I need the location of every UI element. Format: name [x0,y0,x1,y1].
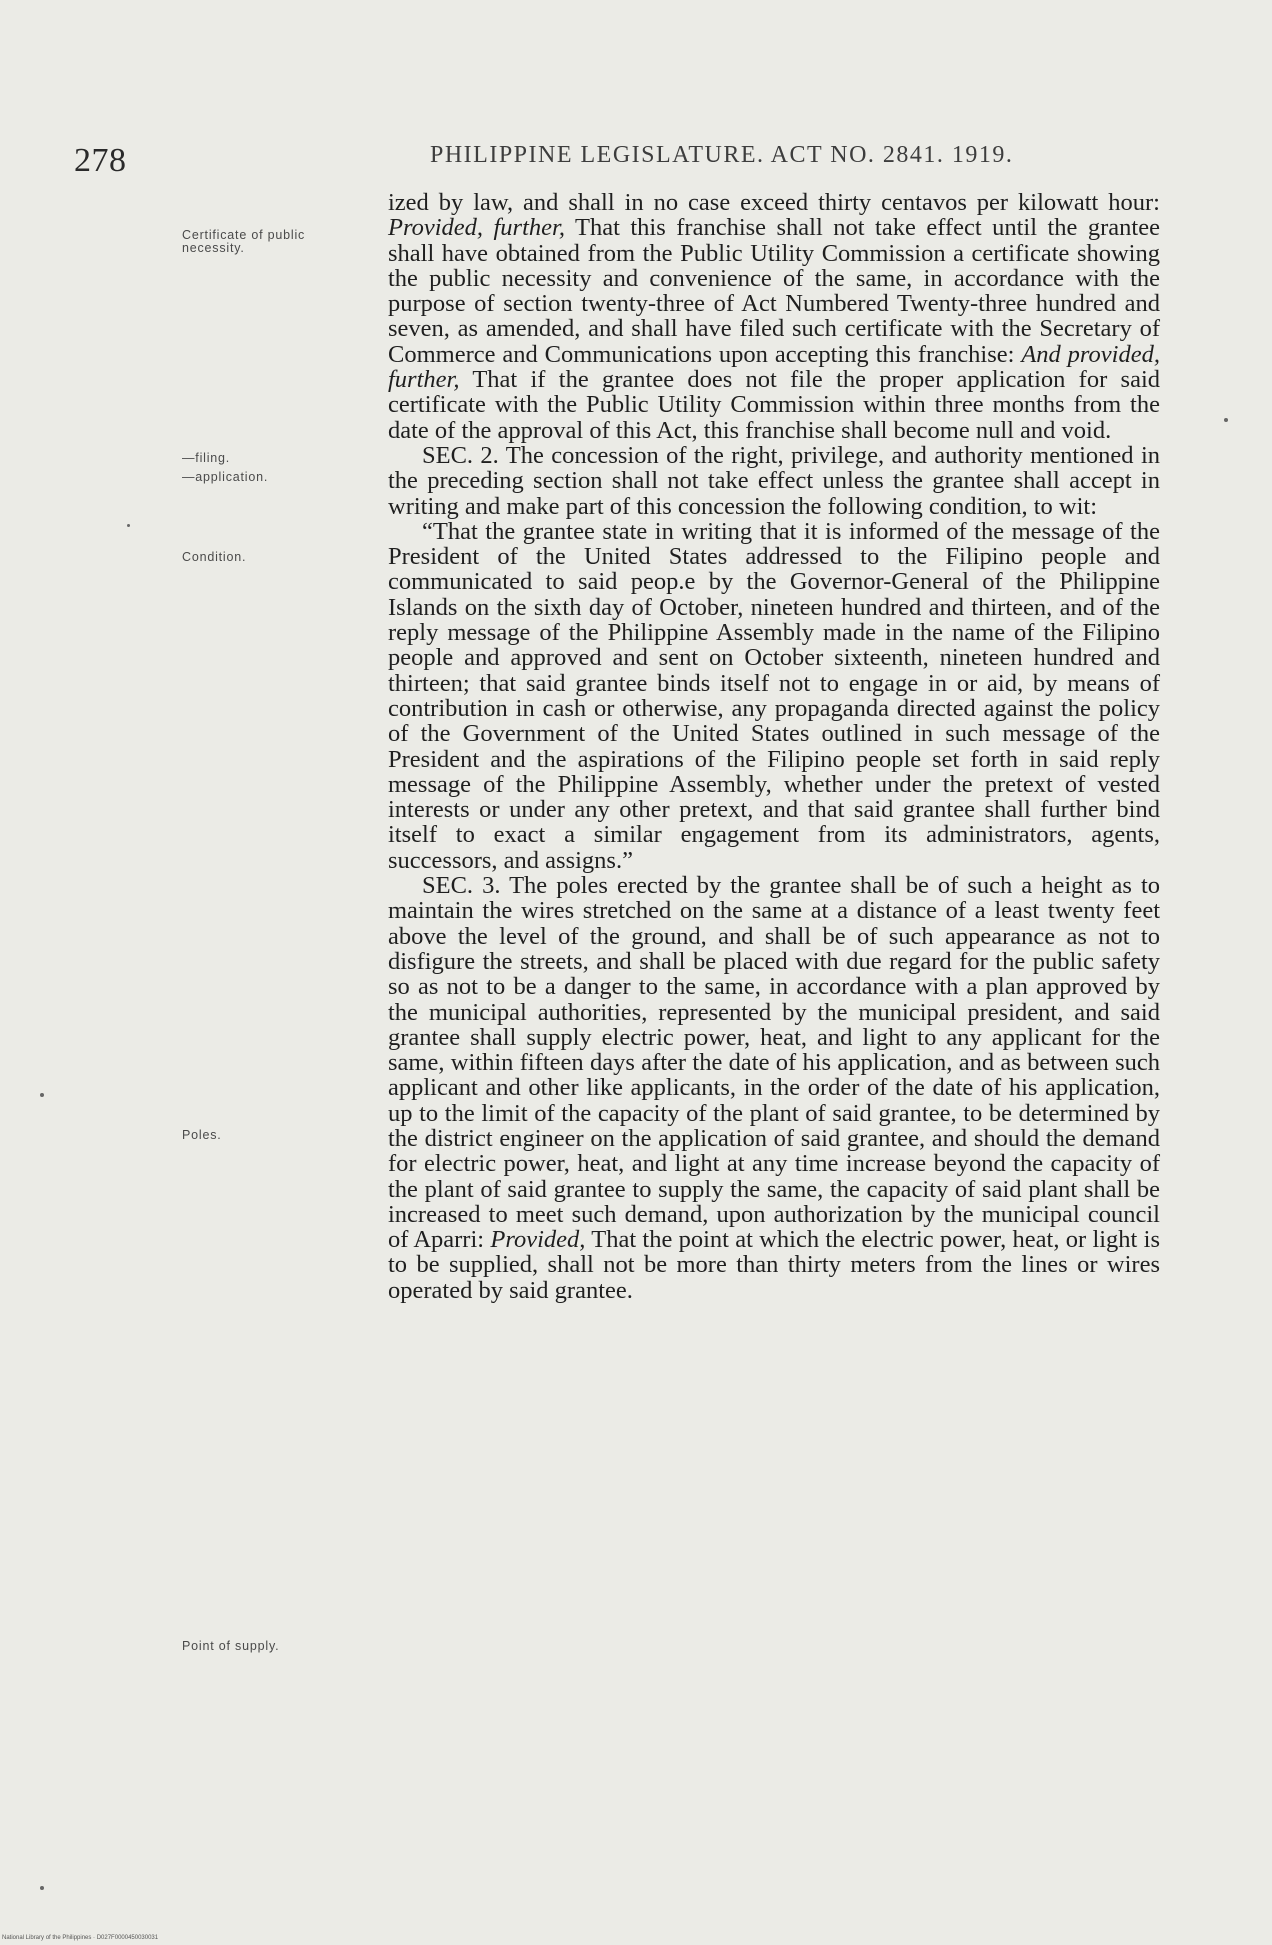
paragraph-condition-quote: “That the grantee state in writing that it is informed of the message of the President of the United States addressed to the Filipino people and communicated to said peop.e by the Governor-General of the Philippine Islands on the sixth day of October, nineteen hundred and thirteen, and of the reply message of the Philippine Assembly made in the name of the Filipino people and approved and sent on October sixteenth, nineteen hundred and thirteen; that said grantee binds itself not to engage in or aid, by means of contribution in cash or otherwise, any propaganda directed against the policy of the Government of the United States outlined in such message of the President and the aspirations of the Filipino people set forth in said reply message of the Philippine Assembly, whether under the pretext of vested interests or under any other pretext, and that said grantee shall further bind itself to exact a similar engagement from its administrators, agents, successors, and assigns.” [388,517,1160,874]
scan-speck [1224,418,1228,422]
body-text [388,190,1160,1303]
section-label: SEC. 2. [422,441,499,469]
italic-span: Provided, further, [388,214,565,242]
text-span: That the point at which the electric power, heat, or light is to be supplied, shall not be more than thirty meters from the lines or wires operated by said grantee. [388,1226,1160,1304]
text-span: That if the grantee does not file the proper application for said certificate with the Public Utility Commission within three months from the date of the approval of this Act, this franchise shall become null and void. [388,366,1160,444]
text-span: That this franchise shall not take effect until the grantee shall have obtained from the Public Utility Commission a certificate showing the public necessity and convenience of the same, in accordance with the purpose of section twenty-three of Act Numbered Twenty-three hundred and seven, as amended, and shall have filed such certificate with the Secretary of Commerce and Communications upon accepting this franchise: [388,214,1160,368]
page-number: 278 [74,142,127,179]
margin-note-application: —application. [182,470,269,484]
margin-note-filing: —filing. [182,451,231,465]
paragraph-section-2 [388,443,1160,519]
text-span: The poles erected by the grantee shall be of such a height as to maintain the wires stretched on the same at a distance of a least twenty feet above the level of the ground, and shall be of such appearance as not to disfigure the streets, and shall be placed with due regard for the public safety so as not to be a danger to the same, in accordance with a plan approved by the municipal authorities, represented by the municipal president, and said grantee shall supply electric power, heat, and light to any applicant for the same, within fifteen days after the date of his application, and as between such applicant and other like applicants, in the order of the date of his application, up to the limit of the capacity of the plant of said grantee, to be determined by the district engineer on the application of said grantee, and should the demand for electric power, heat, and light at any time increase beyond the capacity of the plant of said grantee to supply the same, the capacity of said plant shall be increased to meet such demand, upon authorization by the municipal council of Aparri: [388,872,1160,1254]
italic-span: Provided, [490,1226,586,1254]
paragraph-section-3 [388,873,1160,1303]
paragraph-1 [388,190,1160,443]
scan-speck [40,1093,44,1097]
text-span: The concession of the right, privilege, and authority mentioned in the preceding section shall not take effect unless the grantee shall accept in writing and make part of this concession the following condition, to wit: [388,441,1160,520]
text-span: ized by law, and shall in no case exceed thirty centavos per kilowatt hour: [388,189,1160,216]
scan-speck [127,524,130,527]
margin-note-point-of-supply: Point of supply. [182,1639,280,1653]
running-head: PHILIPPINE LEGISLATURE. ACT NO. 2841. 1919. [430,142,1014,168]
margin-note-certificate: Certificate of public necessity. [182,228,306,255]
margin-note-condition: Condition. [182,550,247,564]
footer-credit: National Library of the Philippines · D027F0000450030031 [2,1935,159,1941]
margin-note-poles: Poles. [182,1128,222,1142]
italic-span: And provided, further, [388,340,1160,394]
section-label: SEC. 3. [422,872,501,900]
scan-speck [40,1886,44,1890]
